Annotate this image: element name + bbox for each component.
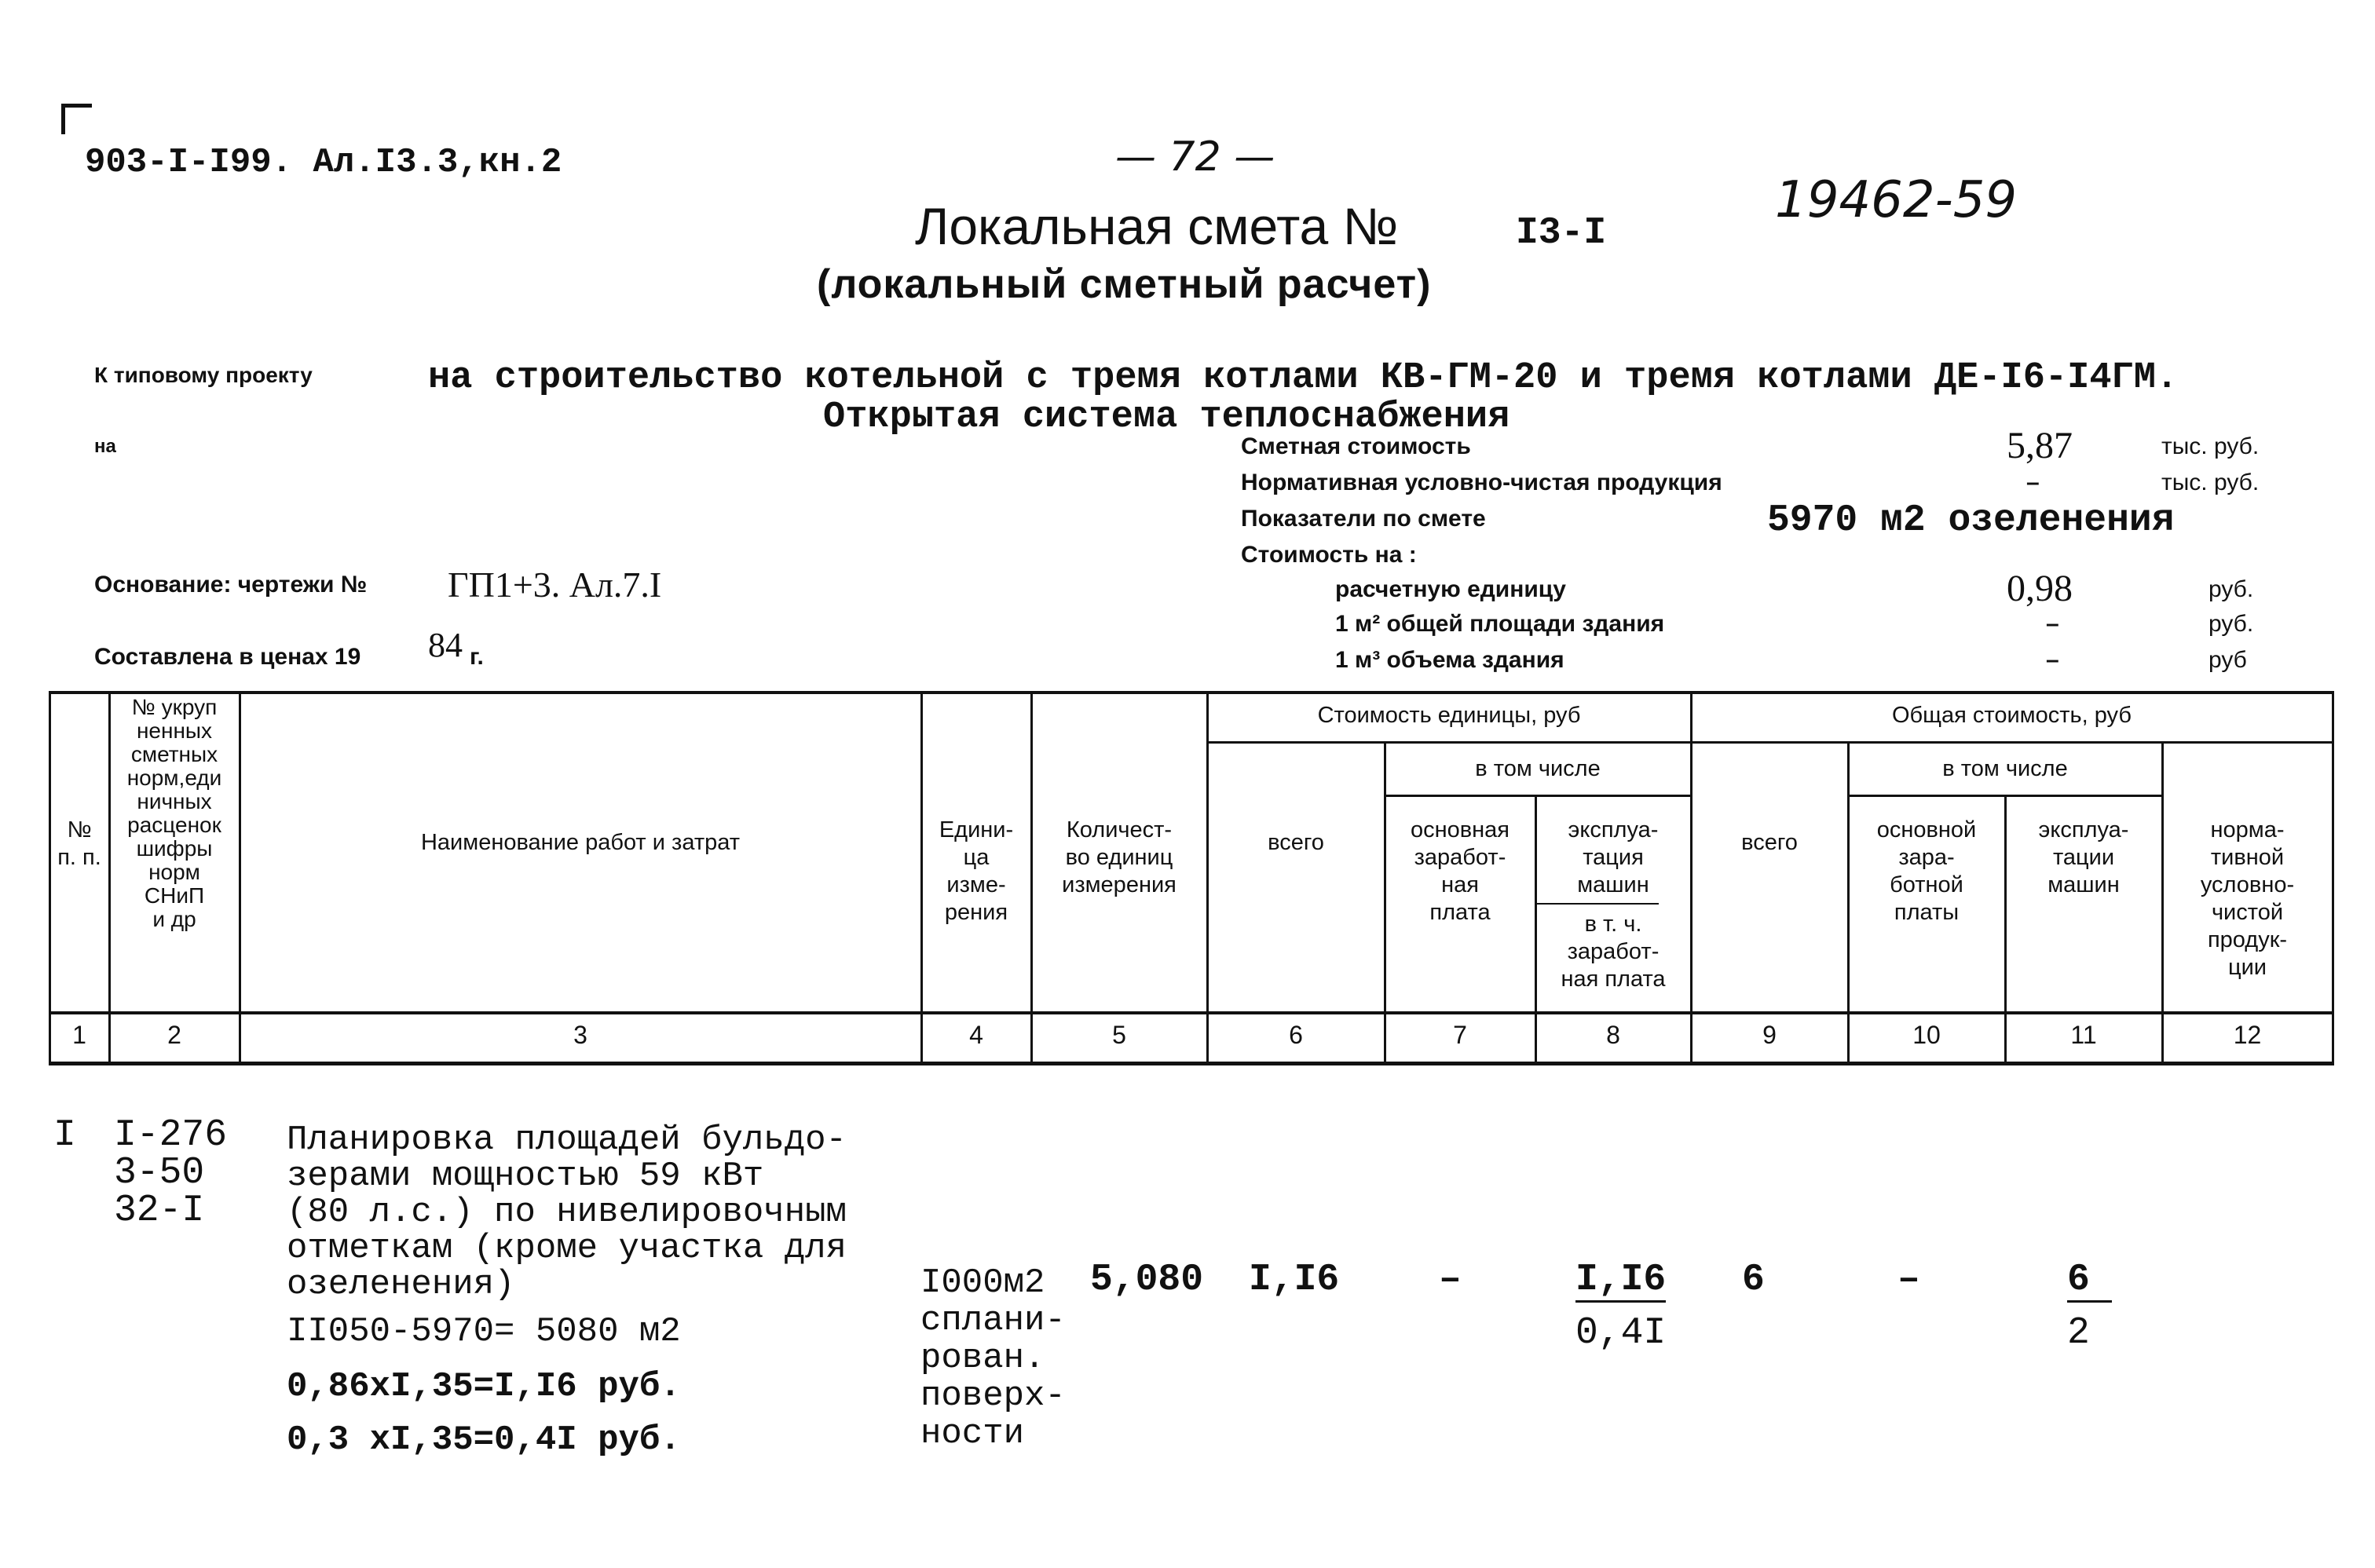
area-value: – (2046, 611, 2059, 637)
header-total-wage: основной зара- ботной платы (1876, 817, 1977, 925)
prices-suffix: г. (470, 644, 484, 670)
item-total-machine: 6 (2067, 1259, 2112, 1303)
header-unit-total: всего (1268, 830, 1324, 855)
header-normative: норма- тивной условно- чистой продук- ции (2200, 817, 2295, 980)
header-quantity: Количест- во единиц измерения (1062, 817, 1177, 897)
normative-label: Нормативная условно-чистая продукция (1241, 470, 1722, 495)
item-unit-machine-wage: 0,4I (1575, 1312, 1667, 1354)
unit-cost-value: 0,98 (2007, 568, 2073, 609)
unit-cost-unit: руб. (2208, 576, 2254, 602)
header-incl-2: в том числе (1942, 756, 2068, 781)
item-number: I (53, 1114, 76, 1157)
item-unit: поверх- (920, 1376, 1066, 1416)
project-name-line1: на строительство котельной с тремя котлами КВ-ГМ-20 и тремя котлами ДЕ-I6-I4ГМ. (428, 357, 2179, 399)
item-description: отметкам (кроме участка для (287, 1229, 847, 1268)
volume-value: – (2046, 647, 2059, 673)
header-total-machine: эксплуа- тации машин (2038, 817, 2129, 897)
basis-value: ГП1+3. Ал.7.I (448, 565, 662, 605)
item-unit: сплани- (920, 1301, 1066, 1340)
estimate-table (49, 691, 2334, 1068)
header-unit-machine-wage: в т. ч. заработ- ная плата (1561, 912, 1666, 992)
item-description: (80 л.с.) по нивелировочным (287, 1193, 847, 1232)
item-code: I-276 (114, 1114, 228, 1157)
col-number: 4 (969, 1021, 983, 1049)
header-unit: Едини- ца изме- рения (939, 817, 1014, 925)
prices-label: Составлена в ценах 19 (94, 644, 361, 670)
header-unit-cost-group: Стоимость единицы, руб (1317, 703, 1581, 728)
page-title: Локальная смета № (915, 197, 1399, 255)
header-code: № укруп ненных сметных норм,еди ничных расценок шифры норм СНиП и др (126, 695, 222, 931)
header-total-cost-group: Общая стоимость, руб (1891, 703, 2132, 728)
title-number: I3-I (1516, 212, 1607, 254)
item-description: Планировка площадей бульдо- (287, 1120, 847, 1160)
col-number: 9 (1762, 1021, 1777, 1049)
item-total-wage: – (1897, 1259, 1920, 1301)
item-unit: ности (920, 1414, 1025, 1453)
estimated-cost-label: Сметная стоимость (1241, 433, 1471, 459)
item-code: 3-50 (114, 1152, 205, 1194)
indicators-value: 5970 м2 озеленения (1767, 499, 2175, 542)
page-number: — 72 — (1115, 133, 1275, 181)
col-number: 7 (1453, 1021, 1467, 1049)
page-subtitle: (локальный сметный расчет) (817, 261, 1432, 307)
item-calc: 0,3 хI,35=0,4I руб. (287, 1420, 681, 1460)
item-unit: рован. (920, 1339, 1045, 1378)
estimated-cost-unit: тыс. руб. (2161, 433, 2260, 459)
item-code: 32-I (114, 1190, 205, 1232)
normative-unit: тыс. руб. (2161, 470, 2260, 495)
corner-mark (61, 104, 92, 134)
col-number: 8 (1606, 1021, 1620, 1049)
item-unit-total: I,I6 (1249, 1259, 1340, 1301)
unit-cost-label: расчетную единицу (1335, 576, 1566, 602)
item-total: 6 (1742, 1259, 1765, 1301)
header-unit-machine: эксплуа- тация машин (1568, 817, 1659, 897)
header-incl-1: в том числе (1475, 756, 1601, 781)
cost-on-label: Стоимость на : (1241, 542, 1417, 568)
project-name-line2: Открытая система теплоснабжения (823, 397, 1510, 438)
na-label: на (94, 436, 116, 457)
col-number: 2 (167, 1021, 181, 1049)
volume-label: 1 м³ объема здания (1335, 647, 1564, 673)
col-number: 10 (1912, 1021, 1941, 1049)
item-unit-wage: – (1439, 1259, 1462, 1301)
col-number: 6 (1289, 1021, 1303, 1049)
col-number: 12 (2233, 1021, 2262, 1049)
prices-year: 84 (428, 626, 463, 664)
header-total: всего (1741, 830, 1798, 855)
item-unit-machine: I,I6 (1575, 1259, 1667, 1301)
volume-unit: руб (2208, 647, 2247, 673)
item-calc: 0,86хI,35=I,I6 руб. (287, 1367, 681, 1406)
col-number: 1 (72, 1021, 86, 1049)
area-unit: руб. (2208, 611, 2254, 637)
basis-label: Основание: чертежи № (94, 572, 368, 598)
normative-value: – (2026, 470, 2040, 495)
header-num: № п. п. (57, 817, 101, 870)
header-unit-wage: основная заработ- ная плата (1410, 817, 1510, 925)
handwritten-number: 19462-59 (1775, 171, 2018, 229)
item-description: озеленения) (287, 1265, 515, 1304)
doc-code: 903-I-I99. Ал.I3.3,кн.2 (85, 143, 562, 182)
area-label: 1 м² общей площади здания (1335, 611, 1665, 637)
to-project-label: К типовому проекту (94, 363, 313, 387)
header-name: Наименование работ и затрат (420, 830, 740, 855)
item-total-machine-wage: 2 (2067, 1312, 2090, 1354)
item-calc: II050-5970= 5080 м2 (287, 1312, 681, 1351)
indicators-label: Показатели по смете (1241, 506, 1486, 532)
item-description: зерами мощностью 59 кВт (287, 1157, 764, 1196)
item-unit: I000м2 (920, 1263, 1045, 1303)
col-number: 11 (2070, 1021, 2097, 1049)
col-number: 3 (573, 1021, 587, 1049)
estimated-cost-value: 5,87 (2007, 425, 2073, 466)
col-number: 5 (1112, 1021, 1126, 1049)
item-quantity: 5,080 (1090, 1259, 1204, 1301)
